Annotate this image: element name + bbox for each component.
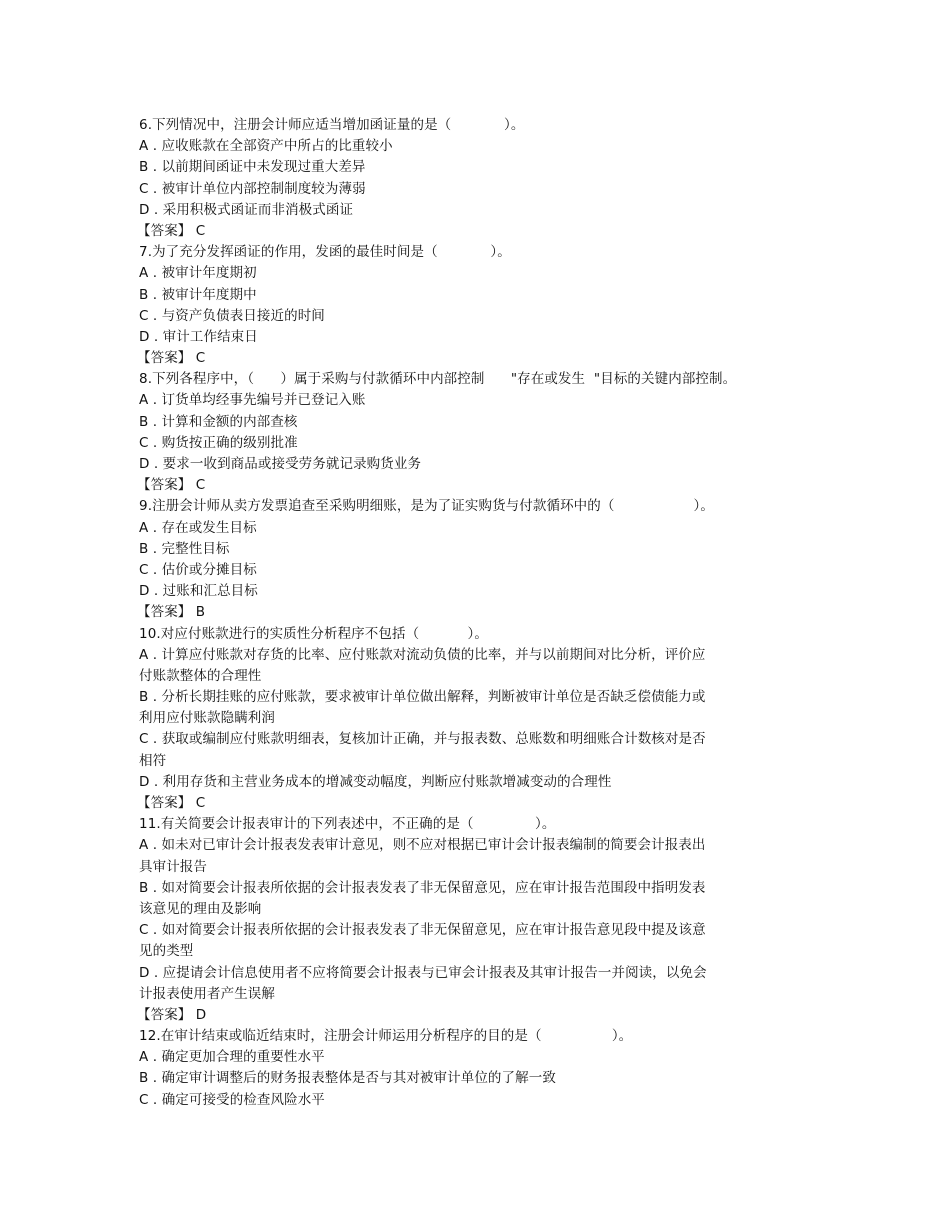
question-8-answer: 【答案】 C (137, 477, 206, 494)
question-11-option-a-line-1: A . 如未对已审计会计报表发表审计意见，则不应对根据已审计会计报表编制的简要会计报表出 (139, 837, 706, 854)
question-7-answer: 【答案】 C (137, 350, 206, 367)
question-10-stem: 10.对应付账款进行的实质性分析程序不包括（ ）。 (139, 625, 488, 642)
question-10-option-d: D . 利用存货和主营业务成本的增减变动幅度，判断应付账款增减变动的合理性 (139, 773, 612, 790)
question-10-option-a-line-2: 付账款整体的合理性 (139, 667, 262, 684)
question-9-option-a: A . 存在或发生目标 (139, 519, 257, 536)
question-8-option-d: D . 要求一收到商品或接受劳务就记录购货业务 (139, 456, 422, 472)
question-8-option-b: B . 计算和金额的内部查核 (139, 413, 298, 430)
question-6-stem: 6.下列情况中，注册会计师应适当增加函证量的是（ ）。 (139, 117, 525, 133)
question-9-answer: 【答案】 B (137, 604, 206, 621)
question-10-answer: 【答案】 C (137, 795, 206, 811)
question-9-stem: 9.注册会计师从卖方发票追查至采购明细账，是为了证实购货与付款循环中的（ ）。 (139, 498, 714, 515)
question-12-option-a: A . 确定更加合理的重要性水平 (139, 1049, 325, 1066)
question-7-option-c: C . 与资产负债表日接近的时间 (139, 307, 325, 324)
question-10-option-a-line-1: A . 计算应付账款对存货的比率、应付账款对流动负债的比率，并与以前期间对比分析，评价应 (139, 646, 706, 663)
question-11-answer: 【答案】 D (137, 1006, 207, 1023)
question-7-option-b: B . 被审计年度期中 (139, 286, 257, 303)
question-10-option-b-line-1: B . 分析长期挂账的应付账款，要求被审计单位做出解释，判断被审计单位是否缺乏偿债能力或 (139, 689, 706, 706)
question-10-option-b-line-2: 利用应付账款隐瞒利润 (139, 710, 275, 727)
question-11-option-b-line-1: B . 如对简要会计报表所依据的会计报表发表了非无保留意见，应在审计报告范围段中指明发表 (139, 879, 706, 896)
question-11-option-d-line-2: 计报表使用者产生误解 (139, 985, 275, 1002)
question-7-stem: 7.为了充分发挥函证的作用，发函的最佳时间是（ ）。 (139, 244, 511, 261)
question-6-option-b: B . 以前期间函证中未发现过重大差异 (139, 159, 366, 176)
question-11-stem: 11.有关简要会计报表审计的下列表述中，不正确的是（ ）。 (139, 816, 556, 833)
question-9-option-c: C . 估价或分摊目标 (139, 561, 257, 578)
question-6-option-c: C . 被审计单位内部控制制度较为薄弱 (139, 180, 366, 197)
question-7-option-a: A . 被审计年度期初 (139, 265, 257, 282)
question-10-option-c-line-2: 相符 (139, 752, 167, 769)
question-10-option-c-line-1: C . 获取或编制应付账款明细表，复核加计正确，并与报表数、总账数和明细账合计数核对是否 (139, 731, 706, 748)
question-11-option-c-line-1: C . 如对简要会计报表所依据的会计报表发表了非无保留意见，应在审计报告意见段中提及该意 (139, 922, 706, 939)
question-11-option-a-line-2: 具审计报告 (139, 858, 207, 875)
question-12-option-c: C . 确定可接受的检查风险水平 (139, 1091, 325, 1108)
question-8-stem: 8.下列各程序中，（ ）属于采购与付款循环中内部控制 "存在或发生 "目标的关键内部控制。 (139, 371, 737, 388)
question-7-option-d: D . 审计工作结束日 (139, 328, 258, 345)
question-6-option-d: D . 采用积极式函证而非消极式函证 (139, 201, 354, 218)
question-9-option-d: D . 过账和汇总目标 (139, 583, 258, 600)
question-11-option-d-line-1: D . 应提请会计信息使用者不应将简要会计报表与已审会计报表及其审计报告一并阅读，以免会 (139, 964, 707, 981)
question-6-answer: 【答案】 C (137, 222, 206, 239)
question-11-option-b-line-2: 该意见的理由及影响 (139, 900, 262, 917)
question-6-option-a: A . 应收账款在全部资产中所占的比重较小 (139, 138, 393, 155)
question-9-option-b: B . 完整性目标 (139, 540, 230, 557)
question-8-option-a: A . 订货单均经事先编号并已登记入账 (139, 392, 366, 409)
question-12-stem: 12.在审计结束或临近结束时，注册会计师运用分析程序的目的是（ ）。 (139, 1028, 633, 1045)
question-11-option-c-line-2: 见的类型 (139, 943, 194, 960)
document-body (139, 115, 929, 1111)
question-12-option-b: B . 确定审计调整后的财务报表整体是否与其对被审计单位的了解一致 (139, 1070, 556, 1087)
question-8-option-c: C . 购货按正确的级别批准 (139, 434, 298, 451)
